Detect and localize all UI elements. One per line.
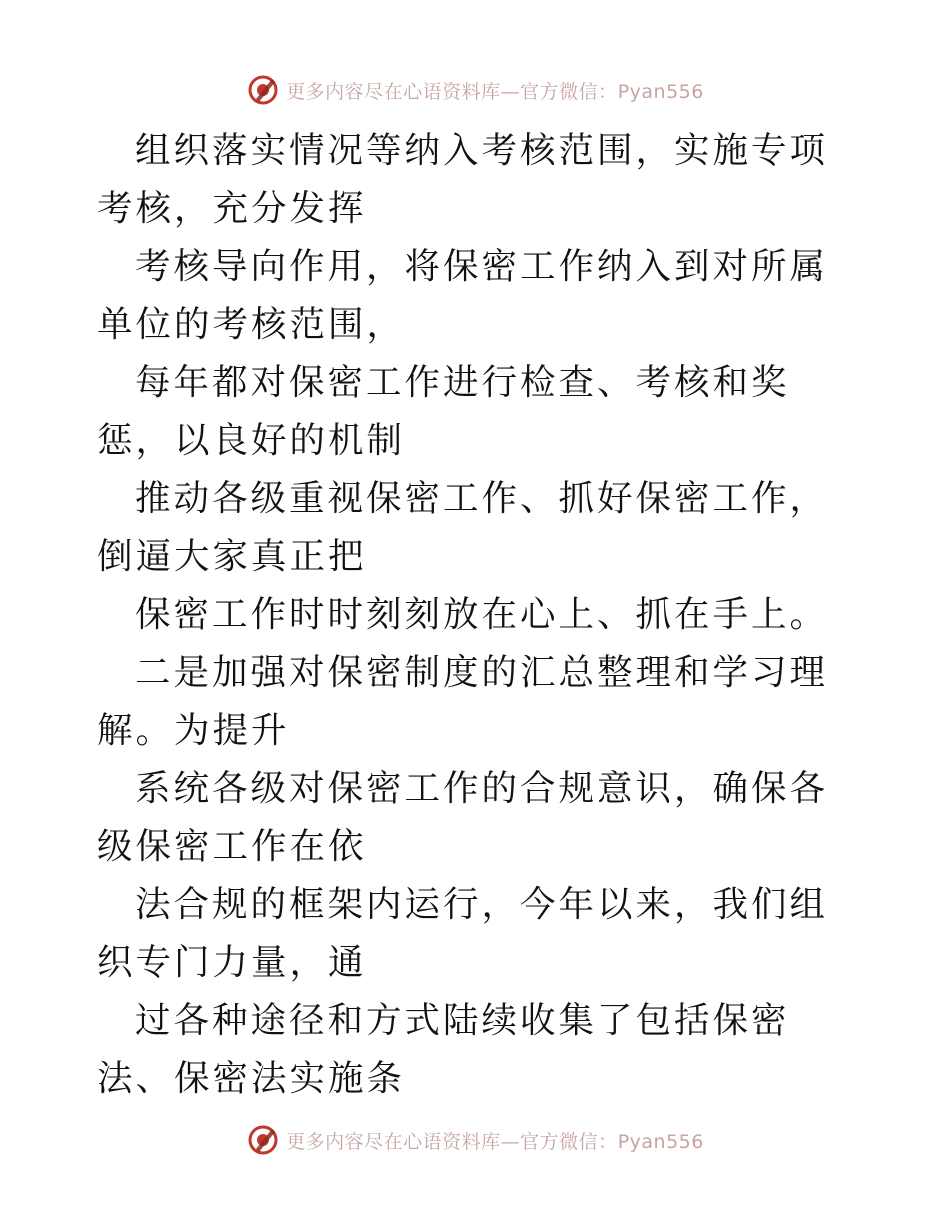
- paragraph: 组织落实情况等纳入考核范围，实施专项考核，充分发挥: [97, 130, 829, 229]
- paragraph: 保密工作时时刻刻放在心上、抓在手上。: [135, 594, 829, 635]
- paragraph: 系统各级对保密工作的合规意识，确保各级保密工作在依: [97, 768, 829, 867]
- watermark-text: [286, 77, 704, 104]
- red-circle-pen-logo-icon: [246, 73, 280, 107]
- paragraph: 推动各级重视保密工作、抓好保密工作，倒逼大家真正把: [97, 478, 829, 577]
- watermark-wechat-handle: Pyan556: [617, 1130, 704, 1153]
- paragraph: 法合规的框架内运行，今年以来，我们组织专门力量，通: [97, 884, 829, 983]
- paragraph: 二是加强对保密制度的汇总整理和学习理解。为提升: [97, 652, 829, 751]
- red-circle-pen-logo-icon: [246, 1123, 280, 1157]
- watermark-wechat-handle: Pyan556: [617, 80, 704, 103]
- paragraph: 考核导向作用，将保密工作纳入到对所属单位的考核范围，: [97, 246, 829, 345]
- footer-watermark: [0, 1120, 950, 1160]
- watermark-text: [286, 1127, 704, 1154]
- watermark-dash: —: [500, 80, 521, 103]
- watermark-wechat-label: 官方微信：: [520, 1130, 618, 1153]
- paragraph: 过各种途径和方式陆续收集了包括保密法、保密法实施条: [97, 1000, 790, 1099]
- watermark-brand: 更多内容尽在心语资料库: [286, 80, 501, 103]
- watermark-brand: 更多内容尽在心语资料库: [286, 1130, 501, 1153]
- watermark-wechat-label: 官方微信：: [520, 80, 618, 103]
- header-watermark: [0, 70, 950, 110]
- paragraph: 每年都对保密工作进行检查、考核和奖惩，以良好的机制: [97, 362, 790, 461]
- document-body: [97, 122, 853, 1108]
- watermark-dash: —: [500, 1130, 521, 1153]
